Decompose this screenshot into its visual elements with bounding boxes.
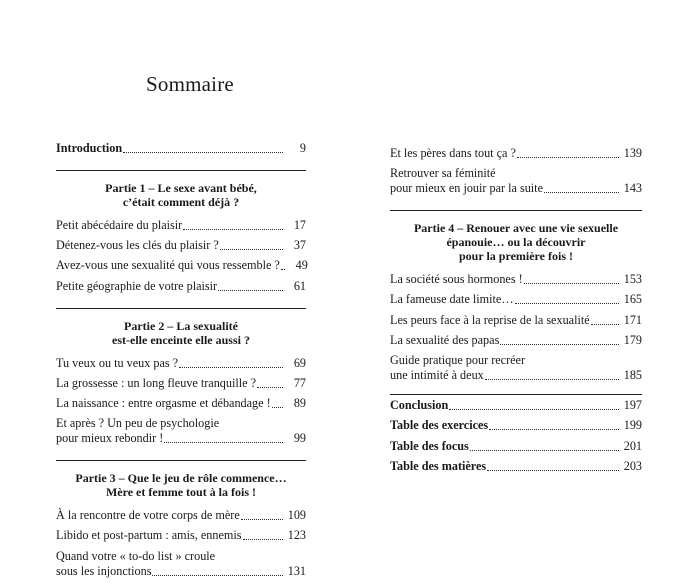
toc-entry-multiline[interactable] xyxy=(56,549,306,579)
leader-dots xyxy=(164,442,283,443)
toc-entry-label-line1: Quand votre « to-do list » croule xyxy=(56,548,216,563)
toc-entry[interactable] xyxy=(56,356,306,371)
part-4-heading xyxy=(390,210,642,263)
toc-entry-page: 17 xyxy=(293,218,306,232)
toc-entry-label: Avez-vous une sexualité qui vous ressemble ? xyxy=(56,258,280,273)
toc-entry-label: Table des matières xyxy=(390,458,487,473)
part-1-heading xyxy=(56,170,306,209)
leader-dots xyxy=(515,303,619,304)
toc-entry[interactable] xyxy=(56,528,306,543)
toc-entry[interactable] xyxy=(56,279,306,294)
toc-entry-page: 203 xyxy=(623,458,642,473)
leader-dots xyxy=(123,152,283,153)
part-2-heading-line: est-elle enceinte elle aussi ? xyxy=(112,332,250,347)
toc-entry-page: 197 xyxy=(623,398,642,413)
toc-entry-label-line2: sous les injonctions xyxy=(56,563,152,578)
part-4-heading-line: épanouie… ou la découvrir xyxy=(446,235,586,250)
leader-dots xyxy=(517,157,619,158)
toc-entry-label: Petite géographie de votre plaisir xyxy=(56,278,218,293)
leader-dots xyxy=(179,367,283,368)
leader-dots xyxy=(449,409,619,410)
toc-entry-label: Table des focus xyxy=(390,438,469,453)
leader-dots xyxy=(220,249,283,250)
toc-entry-page: 179 xyxy=(623,332,642,347)
toc-entry-introduction[interactable] xyxy=(56,141,306,156)
toc-entry-label: Table des exercices xyxy=(390,418,489,433)
leader-dots xyxy=(243,539,284,540)
toc-entry-conclusion[interactable] xyxy=(390,394,642,413)
toc-right-column xyxy=(390,146,642,479)
toc-entry[interactable] xyxy=(56,508,306,523)
part-3-heading-line: Partie 3 – Que le jeu de rôle commence… xyxy=(75,471,287,486)
toc-entry-page: 153 xyxy=(623,272,642,287)
toc-entry-label: La sexualité des papas xyxy=(390,332,500,347)
toc-entry[interactable] xyxy=(390,292,642,307)
toc-entry-page: 99 xyxy=(293,431,306,446)
leader-dots xyxy=(487,470,619,471)
part-1-heading-line: Partie 1 – Le sexe avant bébé, xyxy=(105,181,257,195)
leader-dots xyxy=(183,229,283,230)
toc-entry-label: Libido et post-partum : amis, ennemis xyxy=(56,528,242,543)
toc-entry-label: Tu veux ou tu veux pas ? xyxy=(56,355,179,370)
toc-entry[interactable] xyxy=(56,258,306,273)
part-4-heading-line: pour la première fois ! xyxy=(459,249,573,264)
toc-entry-label: La fameuse date limite… xyxy=(390,292,514,307)
toc-entry-multiline[interactable] xyxy=(390,353,642,383)
page-title: Sommaire xyxy=(146,72,234,96)
toc-entry-label-line2: pour mieux rebondir ! xyxy=(56,431,164,446)
toc-entry-page: 9 xyxy=(299,141,306,155)
toc-entry-label: Conclusion xyxy=(390,398,449,413)
leader-dots xyxy=(272,407,283,408)
toc-entry-label: La grossesse : un long fleuve tranquille ? xyxy=(56,375,257,390)
toc-entry-label: Détenez-vous les clés du plaisir ? xyxy=(56,238,219,253)
toc-entry-label: La société sous hormones ! xyxy=(390,272,523,287)
toc-entry-table-exercices[interactable] xyxy=(390,418,642,433)
toc-entry-page: 131 xyxy=(287,563,306,578)
toc-left-column xyxy=(56,141,306,584)
toc-entry-label: Introduction xyxy=(56,141,123,155)
toc-entry-label: Les peurs face à la reprise de la sexualité xyxy=(390,312,590,327)
toc-entry-page: 199 xyxy=(623,418,642,433)
toc-entry-page: 201 xyxy=(623,438,642,453)
toc-entry-page: 139 xyxy=(623,146,642,160)
toc-entry[interactable] xyxy=(56,396,306,411)
toc-entry-label-line2: pour mieux en jouir par la suite xyxy=(390,181,543,196)
toc-entry-table-focus[interactable] xyxy=(390,439,642,454)
part-1-heading-line: c’était comment déjà ? xyxy=(122,195,240,209)
toc-entry-page: 89 xyxy=(293,395,306,410)
part-4-heading-line: Partie 4 – Renouer avec une vie sexuelle xyxy=(413,221,619,236)
toc-entry-page: 69 xyxy=(293,355,306,370)
toc-entry-page: 37 xyxy=(293,238,306,253)
leader-dots xyxy=(489,429,619,430)
toc-entry-label: La naissance : entre orgasme et débandage ! xyxy=(56,395,271,410)
toc-entry[interactable] xyxy=(56,376,306,391)
toc-entry-multiline[interactable] xyxy=(390,166,642,196)
toc-entry-page: 171 xyxy=(623,312,642,327)
toc-entry[interactable] xyxy=(56,218,306,233)
leader-dots xyxy=(470,450,619,451)
toc-entry[interactable] xyxy=(56,238,306,253)
toc-entry[interactable] xyxy=(390,146,642,161)
part-3-heading-line: Mère et femme tout à la fois ! xyxy=(105,485,257,500)
toc-entry-page: 143 xyxy=(623,181,642,196)
leader-dots xyxy=(500,344,619,345)
toc-entry-table-matieres[interactable] xyxy=(390,459,642,474)
toc-entry-label-line2: une intimité à deux xyxy=(390,367,484,382)
part-2-heading xyxy=(56,308,306,347)
leader-dots xyxy=(591,324,619,325)
toc-entry-label: À la rencontre de votre corps de mère xyxy=(56,508,240,523)
toc-entry-page: 109 xyxy=(287,508,306,523)
toc-entry-page: 77 xyxy=(293,375,306,390)
leader-dots xyxy=(485,379,619,380)
toc-entry-page: 123 xyxy=(287,528,306,543)
leader-dots xyxy=(257,387,283,388)
leader-dots xyxy=(241,519,283,520)
part-2-heading-line: Partie 2 – La sexualité xyxy=(124,318,238,333)
toc-entry-label-line1: Et après ? Un peu de psychologie xyxy=(56,416,220,431)
part-3-heading xyxy=(56,460,306,499)
toc-entry-page: 185 xyxy=(623,367,642,382)
toc-entry-page: 61 xyxy=(293,278,306,293)
toc-entry-label: Et les pères dans tout ça ? xyxy=(390,146,516,160)
toc-entry-label-line1: Retrouver sa féminité xyxy=(390,166,496,181)
toc-entry-label: Petit abécédaire du plaisir xyxy=(56,218,183,232)
leader-dots xyxy=(152,575,283,576)
toc-entry-multiline[interactable] xyxy=(56,416,306,446)
toc-entry-page: 49 xyxy=(295,258,308,273)
toc-entry[interactable] xyxy=(390,313,642,328)
toc-entry-page: 165 xyxy=(623,292,642,307)
leader-dots xyxy=(218,290,283,291)
toc-entry[interactable] xyxy=(390,333,642,348)
leader-dots xyxy=(281,269,285,270)
leader-dots xyxy=(524,283,619,284)
toc-entry-label-line1: Guide pratique pour recréer xyxy=(390,352,526,367)
leader-dots xyxy=(544,192,619,193)
toc-entry[interactable] xyxy=(390,272,642,287)
